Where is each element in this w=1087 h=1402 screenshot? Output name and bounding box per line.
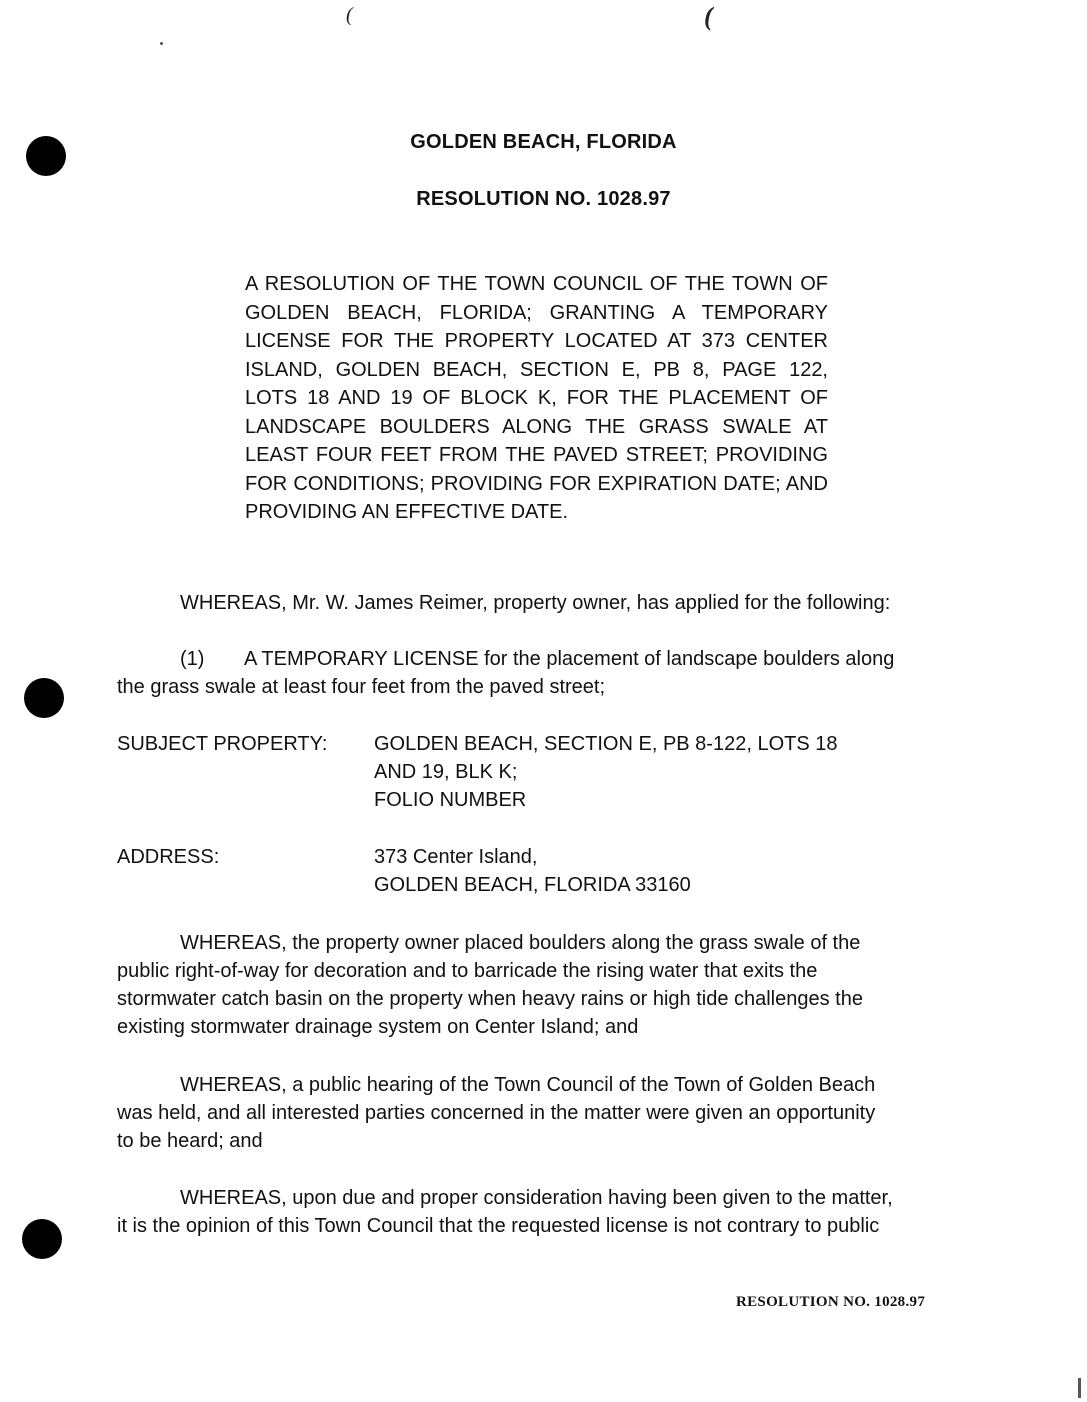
item-number: (1) bbox=[180, 648, 205, 670]
item-text-line1: A TEMPORARY LICENSE for the placement of landscape boulders along bbox=[244, 648, 895, 670]
resolution-heading: RESOLUTION NO. 1028.97 bbox=[416, 188, 671, 210]
scan-speck bbox=[1078, 1378, 1081, 1398]
whereas-consideration-line1: WHEREAS, upon due and proper consideration having been given to the matter, bbox=[180, 1187, 893, 1209]
subject-property-line1: GOLDEN BEACH, SECTION E, PB 8-122, LOTS 18 bbox=[374, 733, 838, 755]
address-line2: GOLDEN BEACH, FLORIDA 33160 bbox=[374, 874, 691, 896]
subject-property-label: SUBJECT PROPERTY: bbox=[117, 733, 328, 755]
whereas-applicant: WHEREAS, Mr. W. James Reimer, property owner, has applied for the following: bbox=[180, 592, 891, 614]
whereas-boulders-line1: WHEREAS, the property owner placed boulders along the grass swale of the bbox=[180, 932, 861, 954]
scan-mark-right: ( bbox=[704, 2, 713, 31]
subject-property-line3: FOLIO NUMBER bbox=[374, 789, 527, 811]
whereas-boulders-line3: stormwater catch basin on the property when heavy rains or high tide challenges the bbox=[117, 988, 863, 1010]
subject-property-line2: AND 19, BLK K; bbox=[374, 761, 518, 783]
town-heading: GOLDEN BEACH, FLORIDA bbox=[410, 131, 677, 153]
punch-hole-bottom bbox=[22, 1219, 62, 1259]
whereas-boulders-line2: public right-of-way for decoration and to barricade the rising water that exits the bbox=[117, 960, 818, 982]
scan-speck bbox=[160, 42, 163, 45]
address-line1: 373 Center Island, bbox=[374, 846, 538, 868]
address-label: ADDRESS: bbox=[117, 846, 220, 868]
whereas-boulders-line4: existing stormwater drainage system on Center Island; and bbox=[117, 1016, 639, 1038]
whereas-consideration-line2: it is the opinion of this Town Council that the requested license is not contrary to public bbox=[117, 1215, 880, 1237]
item-text-line2: the grass swale at least four feet from the paved street; bbox=[117, 676, 606, 698]
punch-hole-middle bbox=[24, 678, 64, 718]
whereas-hearing-line3: to be heard; and bbox=[117, 1130, 263, 1152]
page-footer: RESOLUTION NO. 1028.97 bbox=[736, 1294, 926, 1310]
whereas-hearing-line2: was held, and all interested parties concerned in the matter were given an opportunity bbox=[117, 1102, 876, 1124]
scan-mark-left: ( bbox=[346, 4, 353, 26]
resolution-summary: A RESOLUTION OF THE TOWN COUNCIL OF THE TOWN OF GOLDEN BEACH, FLORIDA; GRANTING A TEMPORARY LICENSE FOR THE PROPERTY LOCATED AT 373 CENTER ISLAND, GOLDEN BEACH, SECTION E, PB 8, PAGE 122, LOTS 18 AND 19 OF BLOCK K, FOR THE PLACEMENT OF LANDSCAPE BOULDERS ALONG THE GRASS SWALE AT LEAST FOUR FEET FROM THE PAVED STREET; PROVIDING FOR CONDITIONS; PROVIDING FOR EXPIRATION DATE; AND PROVIDING AN EFFECTIVE DATE. bbox=[245, 273, 828, 523]
whereas-hearing-line1: WHEREAS, a public hearing of the Town Council of the Town of Golden Beach bbox=[180, 1074, 876, 1096]
